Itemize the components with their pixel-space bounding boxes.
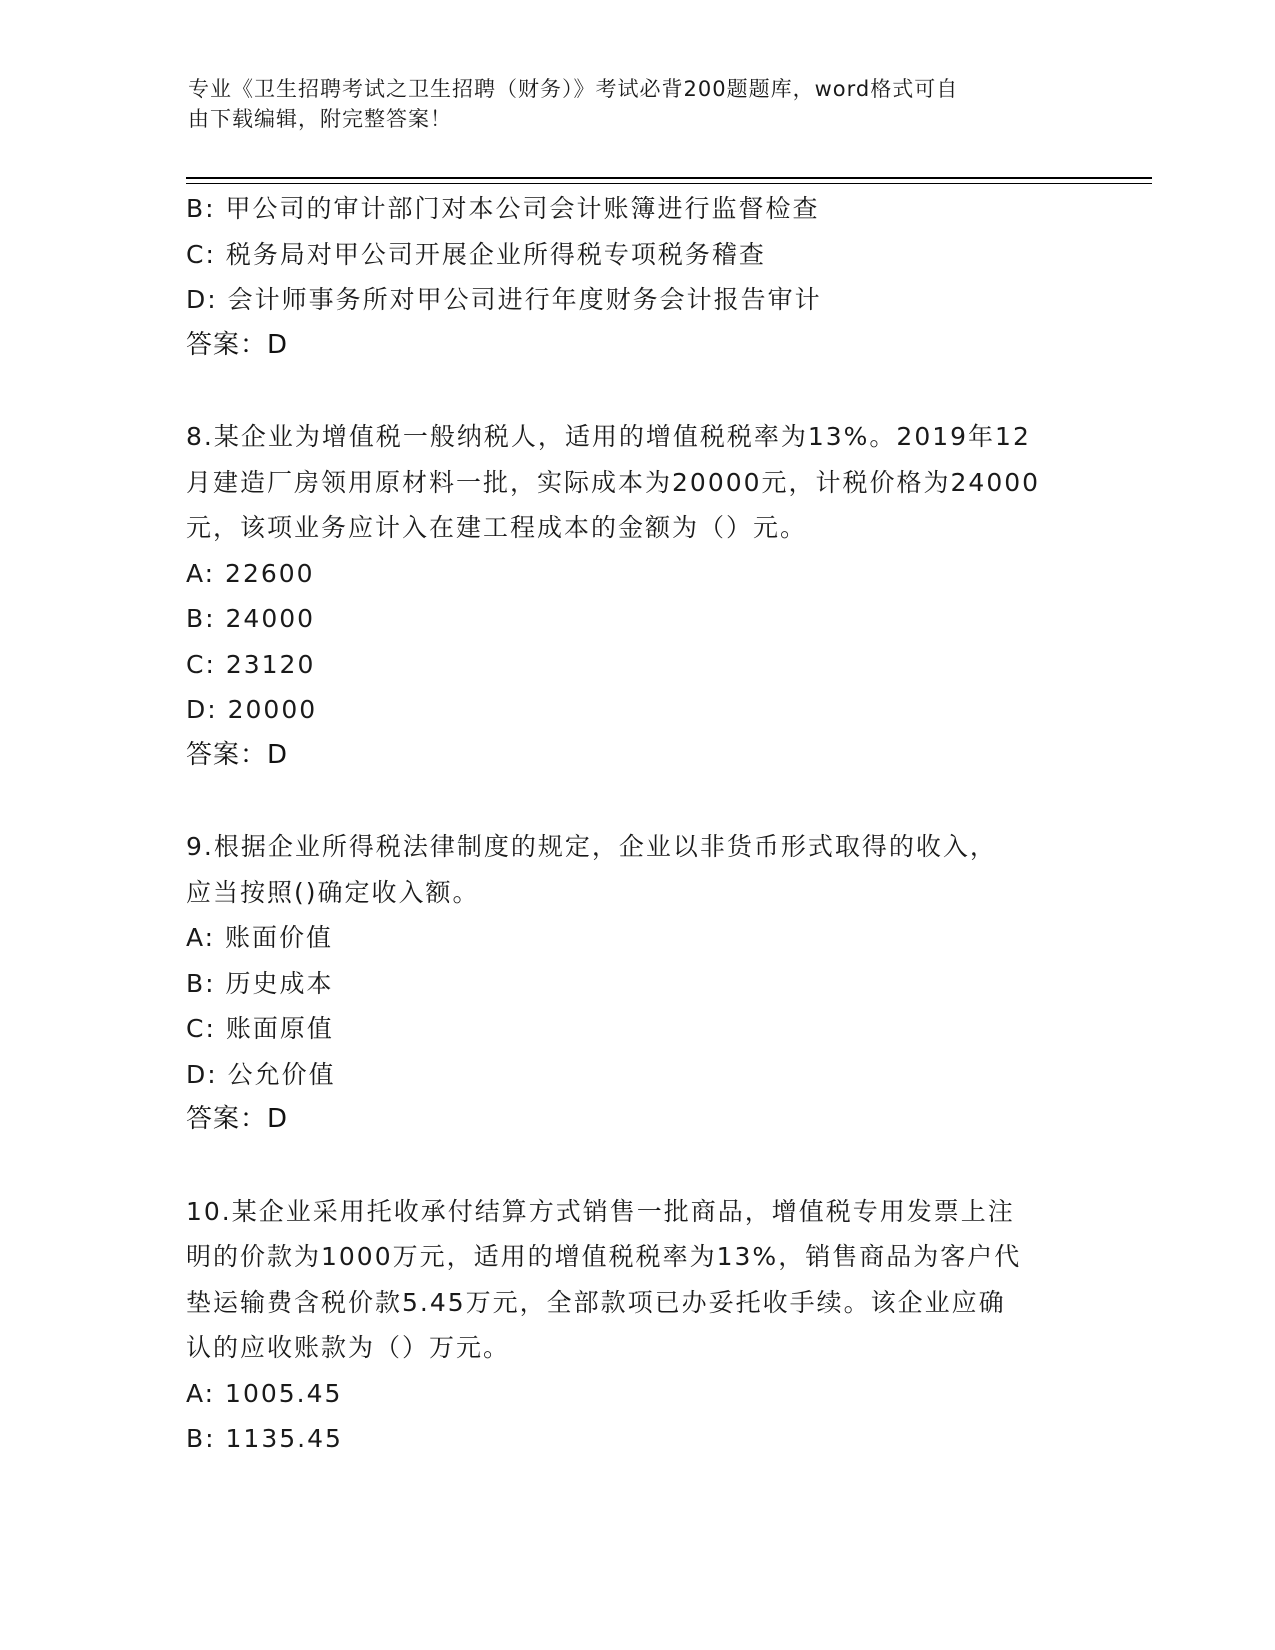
header-line-1: 专业《卫生招聘考试之卫生招聘（财务）》考试必背200题题库，word格式可自 [188,77,959,101]
q8-option-c: C: 23120 [186,649,316,679]
question-8 [186,414,1086,778]
q10-stem-line-3: 垫运输费含税价款5.45万元，全部款项已办妥托收手续。该企业应确 [186,1287,1006,1317]
q9-stem-line-2: 应当按照()确定收入额。 [186,877,480,907]
q9-option-a: A: 账面价值 [186,923,334,952]
q9-option-b: B: 历史成本 [186,968,334,998]
q7-option-c: C: 税务局对甲公司开展企业所得税专项税务稽查 [186,239,766,269]
q7-option-b: B: 甲公司的审计部门对本公司会计账簿进行监督检查 [186,194,820,223]
q8-stem-line-1: 8.某企业为增值税一般纳税人，适用的增值税税率为13%。2019年12 [186,422,1031,451]
q9-answer: 答案：D [186,1104,289,1134]
header-line-2: 由下载编辑，附完整答案！ [188,107,452,131]
question-10 [186,1189,1086,1462]
q8-stem-line-3: 元，该项业务应计入在建工程成本的金额为（）元。 [186,513,808,542]
q10-stem-line-2: 明的价款为1000万元，适用的增值税税率为13%，销售商品为客户代 [186,1242,1022,1271]
question-7 [186,186,1086,368]
question-9 [186,824,1086,1143]
spacer [186,1143,1086,1189]
spacer [186,368,1086,414]
header-rule-thick [186,177,1152,179]
document-header [188,74,1068,134]
q10-option-b: B: 1135.45 [186,1424,343,1453]
q9-option-d: D: 公允价值 [186,1059,336,1089]
spacer [186,778,1086,824]
q7-answer: 答案：D [186,329,289,360]
q9-stem-line-1: 9.根据企业所得税法律制度的规定，企业以非货币形式取得的收入， [186,832,997,861]
header-rule-thin [186,183,1152,184]
q10-stem-line-1: 10.某企业采用托收承付结算方式销售一批商品，增值税专用发票上注 [186,1196,1015,1226]
question-list [186,186,1086,1462]
q10-stem-line-4: 认的应收账款为（）万元。 [186,1333,511,1362]
q8-option-b: B: 24000 [186,604,316,633]
q7-option-d: D: 会计师事务所对甲公司进行年度财务会计报告审计 [186,285,822,314]
q8-option-a: A: 22600 [186,558,315,588]
q8-stem-line-2: 月建造厂房领用原材料一批，实际成本为20000元，计税价格为24000 [186,467,1041,497]
q8-answer: 答案：D [186,739,289,770]
q9-option-c: C: 账面原值 [186,1014,334,1043]
q10-option-a: A: 1005.45 [186,1378,343,1408]
q8-option-d: D: 20000 [186,695,318,724]
